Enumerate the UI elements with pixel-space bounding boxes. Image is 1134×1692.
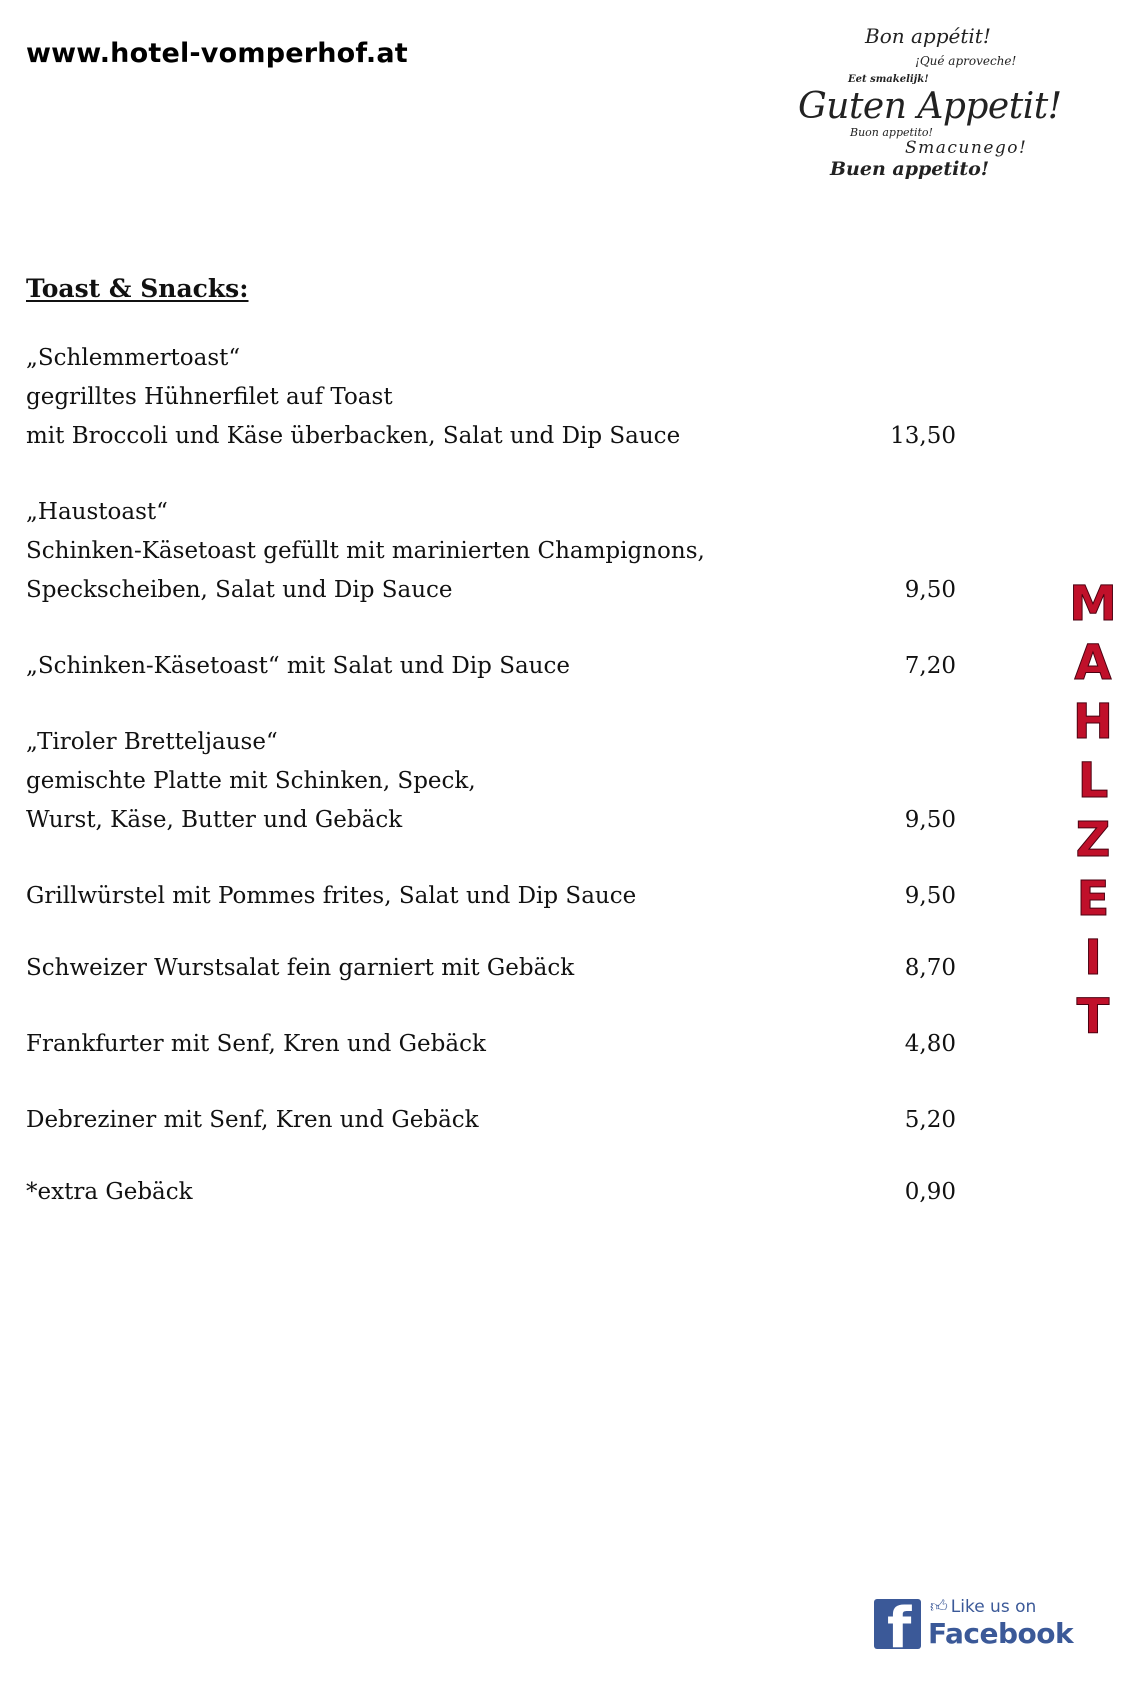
menu-item bbox=[26, 877, 956, 916]
menu-item-name: Frankfurter mit Senf, Kren und Gebäck bbox=[26, 1031, 486, 1057]
facebook-like-line bbox=[930, 1596, 1036, 1617]
menu-item-price: 13,50 bbox=[890, 423, 956, 449]
menu-item bbox=[26, 1025, 956, 1064]
menu-item-description: Speckscheiben, Salat und Dip Sauce bbox=[26, 577, 453, 603]
greeting-text: ¡Qué aproveche! bbox=[915, 54, 1017, 68]
banner-letter: H bbox=[1072, 694, 1114, 750]
menu-item-name: „Tiroler Bretteljause“ bbox=[26, 729, 278, 755]
menu-item-description: mit Broccoli und Käse überbacken, Salat und Dip Sauce bbox=[26, 423, 681, 449]
banner-letter: I bbox=[1084, 930, 1102, 986]
website-url[interactable]: www.hotel-vomperhof.at bbox=[26, 38, 408, 69]
menu-item-name: „Haustoast“ bbox=[26, 499, 168, 525]
facebook-icon bbox=[874, 1599, 921, 1649]
menu-item-name: Debreziner mit Senf, Kren und Gebäck bbox=[26, 1107, 479, 1133]
greeting-text: Buon appetito! bbox=[850, 126, 933, 139]
menu-item-name: „Schlemmertoast“ bbox=[26, 345, 241, 371]
facebook-name: Facebook bbox=[928, 1617, 1074, 1650]
menu-item-name: *extra Gebäck bbox=[26, 1179, 193, 1205]
menu-item-price: 0,90 bbox=[904, 1179, 956, 1205]
menu-item-price: 9,50 bbox=[904, 807, 956, 833]
banner-letter: L bbox=[1077, 753, 1109, 809]
thumbs-up-icon: 👍︎ bbox=[930, 1597, 948, 1617]
menu-item bbox=[26, 1101, 956, 1140]
guten-appetit-logo bbox=[790, 18, 1080, 193]
menu-list bbox=[26, 339, 956, 1212]
greeting-text: Bon appétit! bbox=[865, 24, 991, 48]
mahlzeit-vertical-banner bbox=[1068, 575, 1118, 1047]
menu-item-name: „Schinken-Käsetoast“ mit Salat und Dip Sauce bbox=[26, 653, 570, 679]
facebook-logo-letter: f bbox=[887, 1599, 912, 1649]
banner-letter: A bbox=[1074, 635, 1112, 691]
greeting-text: Smacunego! bbox=[905, 138, 1028, 158]
menu-item-description: gemischte Platte mit Schinken, Speck, bbox=[26, 768, 476, 794]
banner-letter: Z bbox=[1075, 812, 1111, 868]
menu-item-price: 9,50 bbox=[904, 883, 956, 909]
greeting-text: Eet smakelijk! bbox=[848, 74, 929, 85]
menu-item bbox=[26, 647, 956, 686]
banner-letter: E bbox=[1076, 871, 1110, 927]
menu-item-description: gegrilltes Hühnerfilet auf Toast bbox=[26, 384, 393, 410]
menu-item bbox=[26, 723, 956, 840]
menu-item-name: Grillwürstel mit Pommes frites, Salat und Dip Sauce bbox=[26, 883, 637, 909]
menu-item-name: Schweizer Wurstsalat fein garniert mit Gebäck bbox=[26, 955, 575, 981]
menu-item-description: Schinken-Käsetoast gefüllt mit marinierten Champignons, bbox=[26, 538, 705, 564]
greeting-text-main: Guten Appetit! bbox=[798, 86, 1062, 127]
menu-item bbox=[26, 339, 956, 456]
banner-letter: T bbox=[1076, 989, 1110, 1045]
menu-item bbox=[26, 1173, 956, 1212]
section-title: Toast & Snacks: bbox=[26, 274, 249, 303]
menu-item-price: 5,20 bbox=[904, 1107, 956, 1133]
greeting-text: Buen appetito! bbox=[830, 158, 990, 180]
menu-item-description: Wurst, Käse, Butter und Gebäck bbox=[26, 807, 403, 833]
menu-item-price: 4,80 bbox=[904, 1031, 956, 1057]
facebook-like-badge[interactable] bbox=[874, 1597, 1074, 1651]
menu-item bbox=[26, 949, 956, 988]
facebook-like-text: Like us on bbox=[950, 1597, 1037, 1617]
menu-item-price: 9,50 bbox=[904, 577, 956, 603]
banner-letter: M bbox=[1069, 576, 1117, 632]
menu-item-price: 8,70 bbox=[904, 955, 956, 981]
menu-item bbox=[26, 493, 956, 610]
menu-item-price: 7,20 bbox=[904, 653, 956, 679]
